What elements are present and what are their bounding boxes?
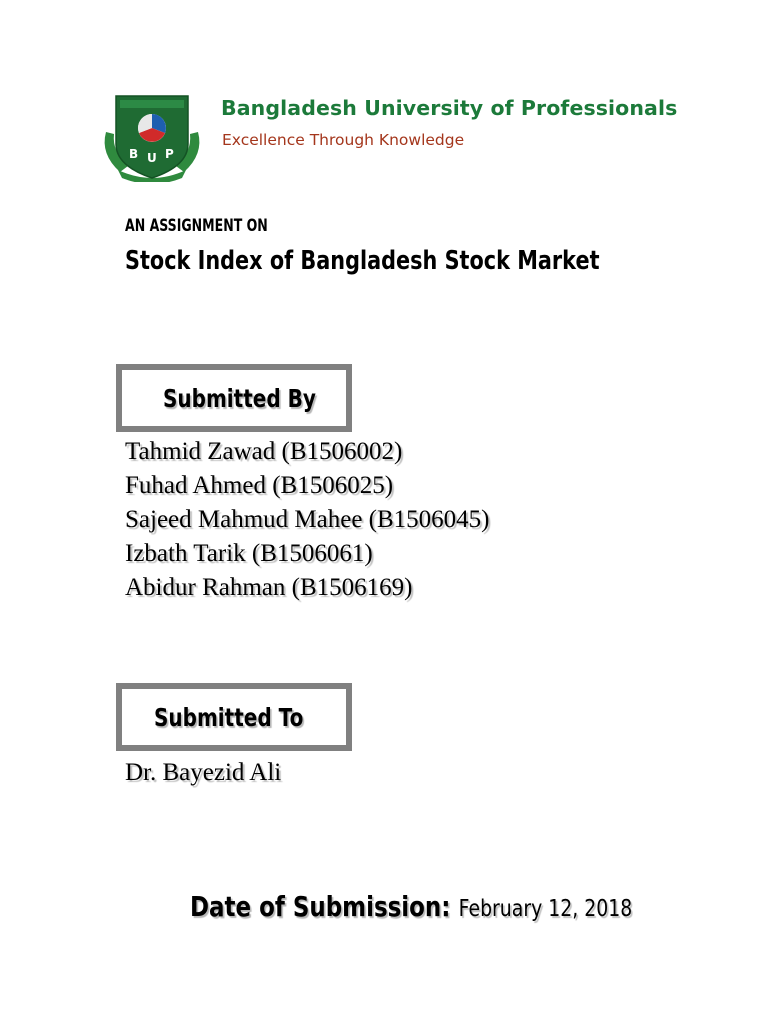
list-item: Sajeed Mahmud Mahee (B1506045) [125, 506, 490, 533]
svg-text:B: B [129, 147, 139, 161]
list-item: Fuhad Ahmed (B1506025) [125, 472, 394, 499]
submission-date-value: February 12, 2018 [458, 896, 633, 922]
submitted-to-heading: Submitted To [154, 703, 304, 732]
assignment-title: Stock Index of Bangladesh Stock Market [125, 246, 600, 276]
university-logo [98, 92, 206, 182]
svg-text:P: P [165, 147, 174, 161]
submitted-by-heading: Submitted By [163, 384, 316, 413]
svg-text:U: U [147, 151, 157, 165]
list-item: Izbath Tarik (B1506061) [125, 540, 373, 567]
recipient-name: Dr. Bayezid Ali [125, 759, 282, 786]
submission-date-line [190, 890, 632, 923]
submitted-to-box [116, 683, 352, 751]
list-item: Abidur Rahman (B1506169) [125, 574, 413, 601]
member-list [125, 435, 490, 605]
university-header [98, 92, 678, 182]
list-item: Tahmid Zawad (B1506002) [125, 438, 403, 465]
university-name: Bangladesh University of Professionals [221, 96, 678, 120]
submitted-by-box [116, 364, 352, 432]
university-motto: Excellence Through Knowledge [222, 131, 465, 149]
submission-date-label: Date of Submission: [190, 890, 451, 923]
assignment-label: AN ASSIGNMENT ON [125, 216, 268, 236]
